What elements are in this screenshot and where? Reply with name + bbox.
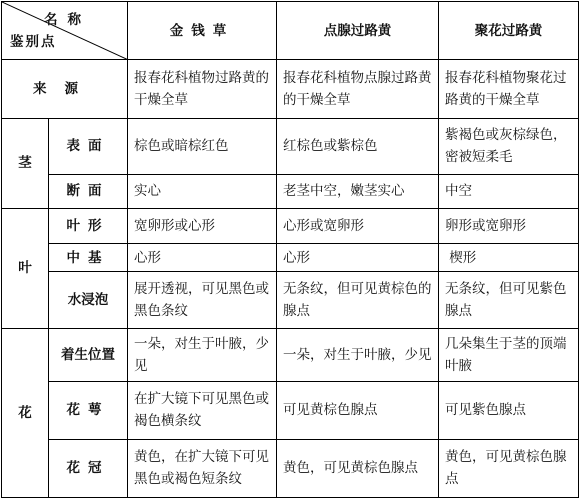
row-label-source: 来源: [2, 60, 128, 118]
flower-position-row: [2, 329, 579, 382]
leaf-soak-row: [2, 271, 579, 328]
cell-leaf-shape-2: 卵形或宽卵形: [439, 208, 579, 244]
cell-position-0: 一朵，对生于叶腋，少见: [128, 329, 277, 382]
flower-corolla-row: [2, 439, 579, 497]
cell-leaf-shape-0: 宽卵形或心形: [128, 208, 277, 244]
cell-leaf-base-0: 心形: [128, 244, 277, 272]
corner-top-label: 名称: [44, 12, 91, 28]
cell-corolla-0: 黄色，在扩大镜下可见黑色或褐色短条纹: [128, 439, 277, 497]
cell-source-2: 报春花科植物聚花过路黄的干燥全草: [439, 60, 579, 118]
column-header-juhua: 聚花过路黄: [439, 2, 579, 60]
cell-leaf-shape-1: 心形或宽卵形: [277, 208, 439, 244]
cell-soak-1: 无条纹，但可见黄棕色的腺点: [277, 271, 439, 328]
cell-surface-2: 紫褐色或灰棕绿色，密被短柔毛: [439, 118, 579, 174]
row-label-leaf-shape: 叶形: [49, 208, 128, 244]
cell-section-1: 老茎中空，嫩茎实心: [277, 174, 439, 208]
row-label-leaf-base: 中基: [49, 244, 128, 272]
cell-corolla-2: 黄色，可见黄棕色腺点: [439, 439, 579, 497]
leaf-base-row: [2, 244, 579, 272]
cell-source-1: 报春花科植物点腺过路黄的干燥全草: [277, 60, 439, 118]
cell-corolla-1: 黄色，可见黄棕色腺点: [277, 439, 439, 497]
stem-section-row: [2, 174, 579, 208]
cell-position-2: 几朵集生于茎的顶端叶腋: [439, 329, 579, 382]
cell-calyx-0: 在扩大镜下可见黑色或褐色横条纹: [128, 382, 277, 439]
cell-surface-0: 棕色或暗棕红色: [128, 118, 277, 174]
cell-leaf-base-2: 楔形: [439, 244, 579, 272]
cell-surface-1: 红棕色或紫棕色: [277, 118, 439, 174]
row-label-soak: 水浸泡: [49, 271, 128, 328]
stem-surface-row: [2, 118, 579, 174]
corner-header-cell: [2, 2, 128, 60]
row-label-position: 着生位置: [49, 329, 128, 382]
cell-section-2: 中空: [439, 174, 579, 208]
leaf-shape-row: [2, 208, 579, 244]
cell-position-1: 一朵，对生于叶腋，少见: [277, 329, 439, 382]
cell-source-0: 报春花科植物过路黄的干燥全草: [128, 60, 277, 118]
group-label-stem: 茎: [2, 118, 49, 208]
cell-section-0: 实心: [128, 174, 277, 208]
row-label-section: 断面: [49, 174, 128, 208]
row-label-surface: 表面: [49, 118, 128, 174]
header-row: [2, 2, 579, 60]
column-header-dianxian: 点腺过路黄: [277, 2, 439, 60]
cell-calyx-1: 可见黄棕色腺点: [277, 382, 439, 439]
group-label-leaf: 叶: [2, 208, 49, 329]
column-header-jinqiancao: 金钱草: [128, 2, 277, 60]
identification-table: [1, 1, 579, 498]
corner-bottom-label: 鉴别点: [10, 34, 57, 51]
cell-soak-2: 无条纹，但可见紫色腺点: [439, 271, 579, 328]
row-label-corolla: 花冠: [49, 439, 128, 497]
cell-leaf-base-1: 心形: [277, 244, 439, 272]
source-row: [2, 60, 579, 118]
group-label-flower: 花: [2, 329, 49, 498]
row-label-calyx: 花萼: [49, 382, 128, 439]
flower-calyx-row: [2, 382, 579, 439]
cell-soak-0: 展开透视，可见黑色或黑色条纹: [128, 271, 277, 328]
cell-calyx-2: 可见紫色腺点: [439, 382, 579, 439]
